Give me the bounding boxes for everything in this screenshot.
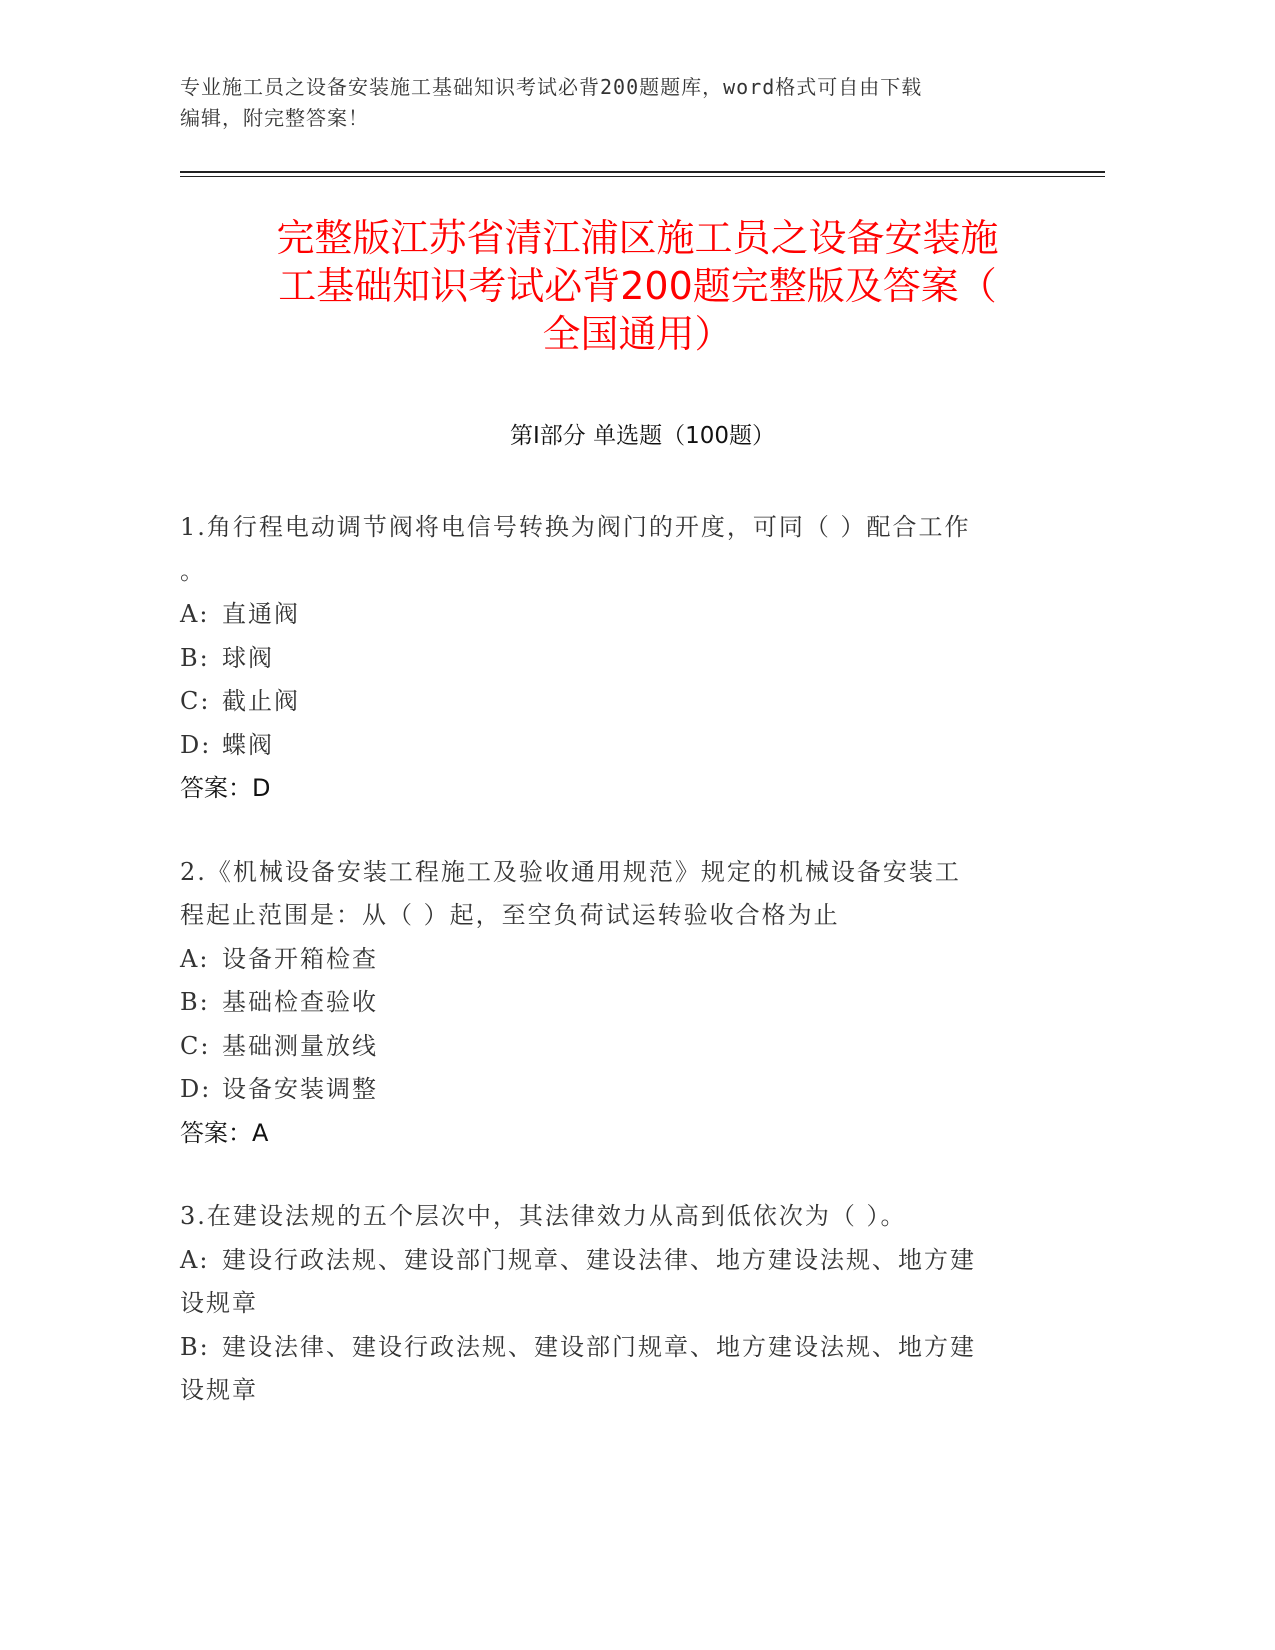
document-title-line-3: 全国通用）	[542, 312, 733, 356]
option-text: 基础测量放线	[222, 1031, 378, 1060]
question-3	[180, 1195, 1035, 1413]
option-label: A:	[180, 1245, 210, 1274]
question-stem	[180, 1195, 1035, 1239]
option-label: C:	[180, 687, 211, 715]
option-label: B:	[180, 1332, 210, 1361]
option-label: C:	[180, 1031, 211, 1060]
option-label: D:	[180, 1075, 212, 1103]
question-list	[180, 506, 1035, 1453]
option-label: D:	[180, 730, 212, 759]
option-text-continued: 设规章	[180, 1289, 258, 1317]
option-text: 基础检查验收	[222, 988, 378, 1016]
header-note	[180, 72, 1050, 134]
answer-line: 答案：A	[180, 1118, 269, 1147]
option-label: B:	[180, 643, 210, 672]
option-c	[180, 680, 1035, 724]
option-label: A:	[180, 600, 210, 628]
option-d	[180, 724, 1035, 768]
option-text: 建设法律、建设行政法规、建设部门规章、地方建设法规、地方建	[222, 1332, 976, 1361]
answer-line: 答案：D	[180, 774, 271, 802]
option-text: 直通阀	[222, 600, 300, 628]
question-stem-line: 2.《机械设备安装工程施工及验收通用规范》规定的机械设备安装工	[180, 857, 961, 886]
option-text: 设备开箱检查	[222, 944, 378, 973]
question-stem	[180, 506, 1035, 593]
option-text: 球阀	[222, 643, 274, 672]
header-divider-thin	[180, 176, 1105, 177]
question-1	[180, 506, 1035, 811]
header-note-line-1: 专业施工员之设备安装施工基础知识考试必背200题题库，word格式可自由下载	[180, 75, 923, 99]
option-text: 蝶阀	[222, 730, 274, 759]
option-a	[180, 938, 1035, 982]
section-heading: 第I部分 单选题（100题）	[510, 423, 775, 449]
option-d	[180, 1068, 1035, 1112]
option-label: B:	[180, 988, 210, 1016]
option-text-continued: 设规章	[180, 1376, 258, 1404]
header-divider-thick	[180, 171, 1105, 173]
document-title-line-1: 完整版江苏省清江浦区施工员之设备安装施	[276, 216, 999, 260]
option-b	[180, 981, 1035, 1025]
option-text: 截止阀	[222, 687, 300, 715]
option-b	[180, 1326, 1035, 1413]
option-a	[180, 1239, 1035, 1326]
question-stem-line: 程起止范围是：从（ ）起，至空负荷试运转验收合格为止	[180, 901, 840, 929]
document-title-line-2: 工基础知识考试必背200题完整版及答案（	[278, 264, 997, 308]
option-text: 建设行政法规、建设部门规章、建设法律、地方建设法规、地方建	[222, 1245, 976, 1274]
option-b	[180, 637, 1035, 681]
option-text: 设备安装调整	[222, 1075, 378, 1103]
document-title	[160, 214, 1115, 358]
question-stem-line: 3.在建设法规的五个层次中，其法律效力从高到低依次为（ ）。	[180, 1202, 907, 1230]
question-stem-line: 。	[180, 556, 206, 585]
header-note-line-2: 编辑，附完整答案！	[180, 106, 369, 130]
option-label: A:	[180, 944, 210, 973]
question-stem	[180, 851, 1035, 938]
question-2	[180, 851, 1035, 1156]
option-a	[180, 593, 1035, 637]
question-stem-line: 1.角行程电动调节阀将电信号转换为阀门的开度，可同（ ）配合工作	[180, 513, 971, 541]
option-c	[180, 1025, 1035, 1069]
